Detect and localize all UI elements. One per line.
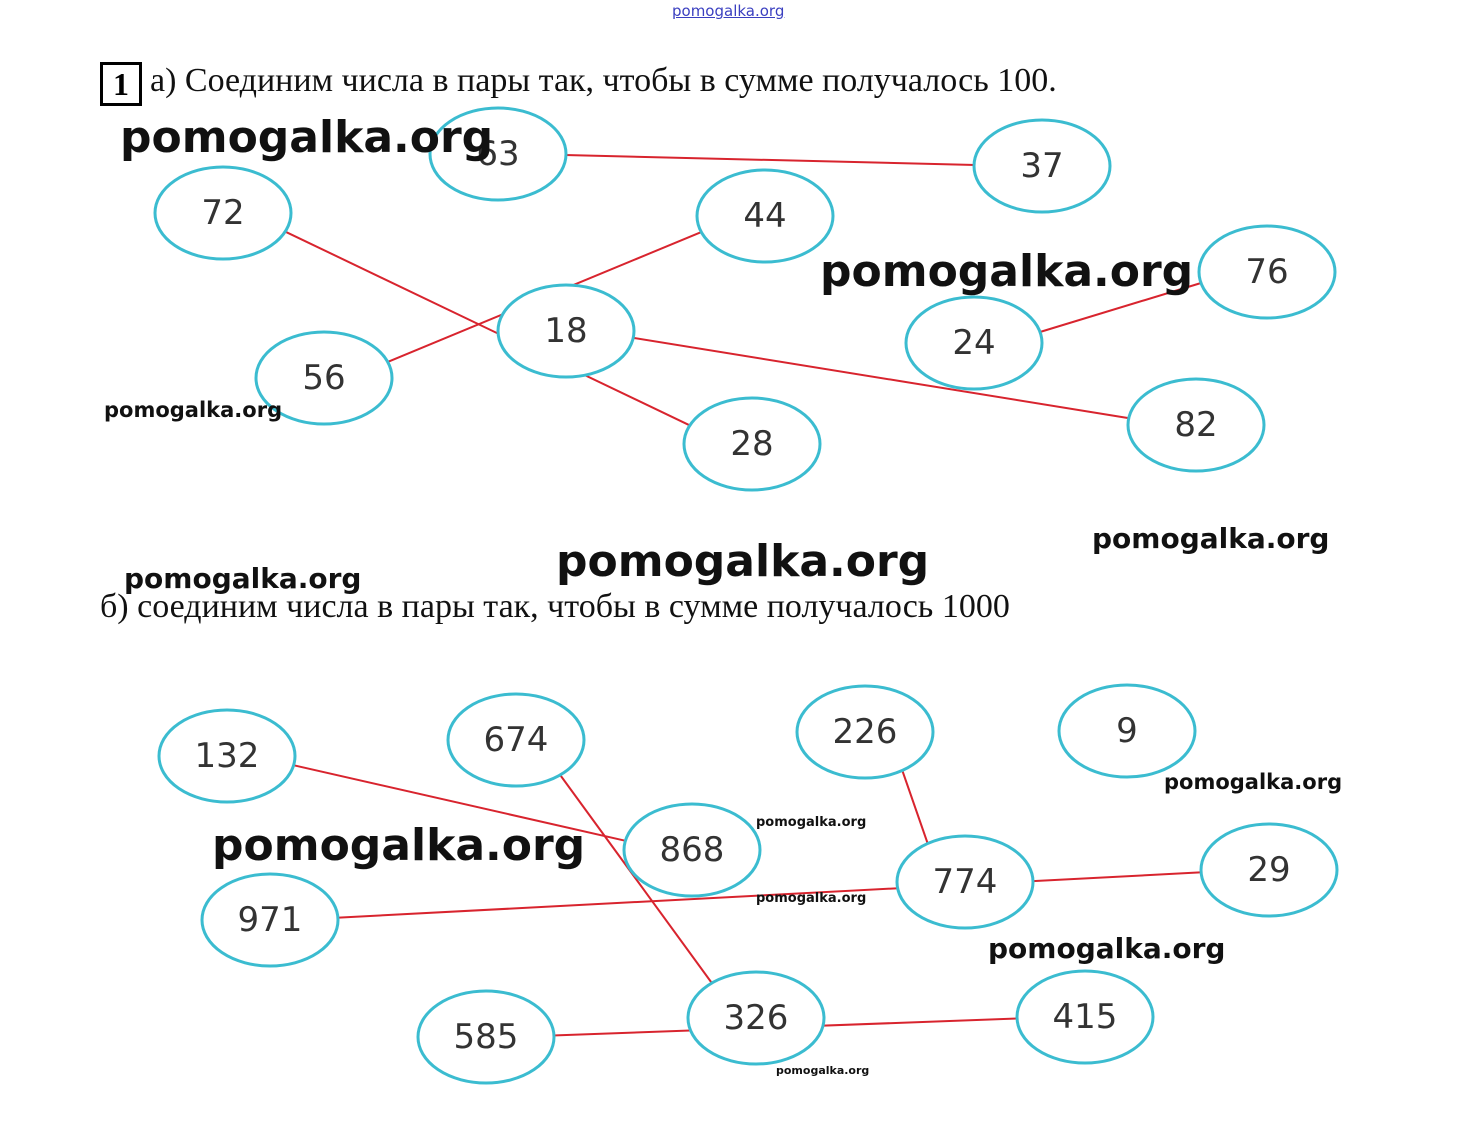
part-a-bubble-28 xyxy=(684,398,820,490)
part-b-bubble-226 xyxy=(797,686,933,778)
task-number: 1 xyxy=(100,62,142,106)
watermark: pomogalka.org xyxy=(776,1064,870,1077)
bubble-number: 44 xyxy=(743,196,787,236)
part-a-bubble-82 xyxy=(1128,379,1264,471)
bubble-number: 971 xyxy=(237,900,303,940)
bubble-number: 585 xyxy=(453,1017,519,1057)
bubble-number: 72 xyxy=(201,193,245,233)
part-b-bubble-415 xyxy=(1017,971,1153,1063)
watermark: pomogalka.org xyxy=(820,246,1194,297)
part-b-bubble-868 xyxy=(624,804,760,896)
watermark: pomogalka.org xyxy=(104,398,283,422)
part-b-bubble-326 xyxy=(688,972,824,1064)
watermark: pomogalka.org xyxy=(988,932,1226,965)
bubble-number: 415 xyxy=(1052,997,1118,1037)
task-b-text: б) соединим числа в пары так, чтобы в сумме получалось 1000 xyxy=(100,588,1010,625)
bubble-number: 226 xyxy=(832,712,898,752)
watermark: pomogalka.org xyxy=(556,536,930,587)
bubble-number: 29 xyxy=(1247,850,1291,890)
part-a-bubble-37 xyxy=(974,120,1110,212)
bubble-number: 326 xyxy=(723,998,789,1038)
bubble-number: 82 xyxy=(1174,405,1218,445)
bubble-number: 9 xyxy=(1116,711,1138,751)
bubble-number: 63 xyxy=(476,134,520,174)
pair-line-a18-a82 xyxy=(632,338,1130,419)
bubble-number: 37 xyxy=(1020,146,1064,186)
part-b-bubble-29 xyxy=(1201,824,1337,916)
part-a-bubble-18 xyxy=(498,285,634,377)
part-b-bubbles xyxy=(159,685,1337,1083)
bubble-number: 18 xyxy=(544,311,588,351)
watermark: pomogalka.org xyxy=(212,820,586,871)
part-a-bubble-44 xyxy=(697,170,833,262)
part-a-bubble-24 xyxy=(906,297,1042,389)
bubble-number: 774 xyxy=(932,862,998,902)
watermark: pomogalka.org xyxy=(756,815,867,830)
part-b-bubble-9 xyxy=(1059,685,1195,777)
part-a-bubble-76 xyxy=(1199,226,1335,318)
pair-line-b226-b774 xyxy=(902,770,928,845)
part-b-bubble-971 xyxy=(202,874,338,966)
bubble-number: 76 xyxy=(1245,252,1289,292)
bubble-number: 56 xyxy=(302,358,346,398)
part-b-bubble-132 xyxy=(159,710,295,802)
part-b-bubble-585 xyxy=(418,991,554,1083)
bubble-number: 674 xyxy=(483,720,549,760)
part-b-bubble-774 xyxy=(897,836,1033,928)
watermark: pomogalka.org xyxy=(1164,770,1343,794)
part-a-bubble-72 xyxy=(155,167,291,259)
header-watermark: pomogalka.org xyxy=(672,2,785,20)
task-a-text: а) Соединим числа в пары так, чтобы в сумме получалось 100. xyxy=(150,62,1057,99)
pair-line-a63-a37 xyxy=(565,155,976,165)
part-a-bubbles xyxy=(155,108,1335,490)
bubble-number: 868 xyxy=(659,830,725,870)
bubble-number: 28 xyxy=(730,424,774,464)
part-b-bubble-674 xyxy=(448,694,584,786)
bubble-number: 24 xyxy=(952,323,996,363)
watermark: pomogalka.org xyxy=(756,891,867,906)
watermark: pomogalka.org xyxy=(120,112,494,163)
watermark: pomogalka.org xyxy=(1092,522,1330,555)
bubble-number: 132 xyxy=(194,736,260,776)
watermark: pomogalka.org xyxy=(124,562,362,595)
